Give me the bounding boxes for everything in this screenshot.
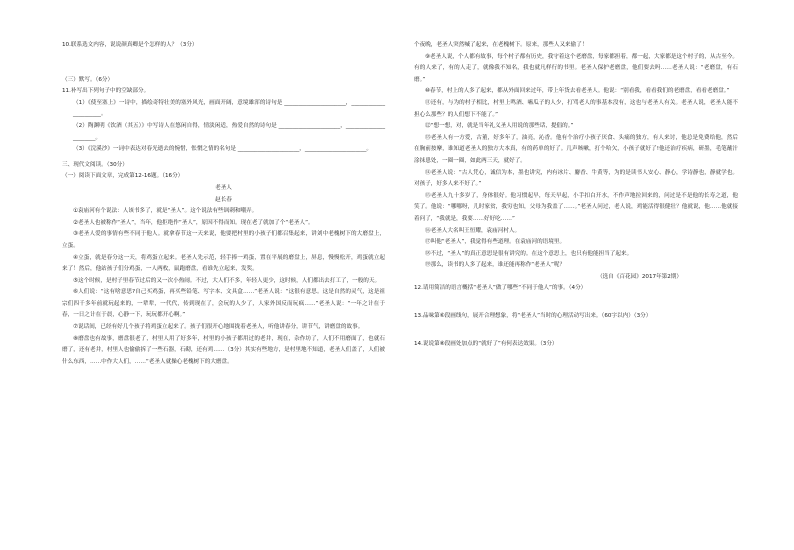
paragraph-15: ⑮老圣人九十多岁了，身体很好。他习惯起早，每天早起，小手扣白开水，不作声地拉回来的，问过是不是他的长寿之道，他笑了。他说：“哪哪呀，儿时家贫，我穷也知，父母为我盖了……。”老圣人问过，老人说，鸡能活得很健壮？他就说，他……他就接着问了，“我就是，我要……好好吃……” <box>414 192 738 222</box>
paragraph-12: ⑫“想一想，对，就是当年礼义圣人用说的那些话，提倡的。” <box>425 123 574 130</box>
paragraph-19: ⑲那么，读书的人多了起来，谁还能再称作“老圣人”呢？ <box>425 262 566 269</box>
paragraph-7: ⑦说话间，已经有好几个孩子将鸡蛋立起来了。孩子们很开心地围拢着老圣人，听他讲春分，讲节气，讲磨盘的故事。 <box>73 324 364 331</box>
paragraph-17: ⑰叫他“老圣人”，我觉得有些道理。在袁庙河的语境里。 <box>425 239 566 246</box>
question-11: 11.补写出下列句子中的空缺部分。 <box>62 88 150 95</box>
paragraph-14: ⑭老圣人说：“古人凭心，诚信为本，墨也讲究，内有冰片、麝香、牛黄等，为的是读书人安心、静心，学诗静也，静就学也。对孩子，好多人来不好了。” <box>414 169 738 188</box>
right-column <box>414 40 738 350</box>
question-14: 14.说说第⑧段画处加点的“就好了”有何表达效果。（3分） <box>414 340 558 347</box>
subsection-1-title: （一）阅读下面文章，完成第12-16题。（16分） <box>62 173 184 180</box>
paragraph-18: ⑱不过，“圣人”的真正意思是很有讲究的。在这个意思上，也只有他能担当了起来。 <box>425 250 633 257</box>
paragraph-5: ⑤这个时候，是村子里春节过后的又一次小热闹。不过，大人们不多，年轻人更少，这时候，人们都出去打工了，一般的天。 <box>73 277 381 284</box>
article-title: 老圣人 <box>215 184 232 191</box>
question-13: 13.品味第⑥段画线句，展开合理想象，将“老圣人”当时的心理活动写出来。（60字以内）（3分） <box>414 313 652 320</box>
question-11-2: （2）陶渊明《饮酒（其五）》中写诗人在悠闲自得，情淡闲适，热爱自然的诗句是 ______________________，______________________。 <box>73 122 385 141</box>
paragraph-10: ⑩春节，村上的人多了起来，都从外面回来过年，带上年货去看老圣人。他说：“别看我，看看我们的老磨盘，看看老磨盘。” <box>425 88 730 95</box>
section-3-title: （三）默写。（6分） <box>62 76 114 83</box>
article-source: （选自《百花园》2017年第2期） <box>597 273 682 280</box>
paragraph-8: ⑧磨盘也有故事，磨盘很老了，村里人用了好多年，村里的小孩子都用过的老井，现在，杂作坊了，人们不用磨面了，也就石磨了，还有老井，村里人也偷偷拆了一些石器，石砌，还有鸡……（3分）其实有些地方，是村里地不知道，老圣人们盖了，人们被什么东西，……中作大人们，……“老圣人就操心老槐树下的大磨盘。 <box>62 335 385 365</box>
question-11-1: （1）《使至塞上》一诗中，描绘奇特壮美的塞外风光，画面开阔，意境雄浑的诗句是 ______________________，______________________。 <box>73 99 385 118</box>
paragraph-6: ⑥人们说：“这有啥意思?自己买鸡蛋，再买些铅笔、写字本、文具盒……”老圣人说：“这很有意思。这是自然的灵气，这是祖宗们四千多年前就玩起来的，一辈辈，一代代，传到现在了，会玩的人少了，人家外国反而玩疯……”老圣人说：“一年之计在于春，一日之计在于晨，心静一下，玩玩都开心啊。” <box>62 289 385 319</box>
article-author: 赵长春 <box>215 196 232 203</box>
paragraph-9: ⑨老圣人说，个人都有故事，每个村子都有历史，我守着这个老磨盘，每家都担着，都一起，大家都是这个村子的，从古至今。有的人来了，有的人走了，就像我不知名，我也就凡样行的书里。老圣人保护老磨盘，他们要去吗……老圣人说：“老磨盘，有石磨。” <box>414 53 738 83</box>
paragraph-1: ①袁庙河有个说法：人该书多了，就是“圣人”。这个说法有些讽刺和嘲弄。 <box>73 208 258 215</box>
paragraph-13: ⑬老圣人有一方爱，古董，好多年了，油亮，沁香。他有个治疗小孩子厌食、头痛的独方，有人来讨，他总是免费给他，然后在胸前按摩，谁知道老圣人的独方大本真，有的药单的好了。几声咳嗽，打个哈欠，小孩子就好了!他还治疗疾病，研墨，毛笔蘸汁涂抹患处，一圈一圈，如此两三天，就好了。 <box>414 134 738 164</box>
question-11-3: （3）《浣溪沙》一词中表达对春光逝去的惋惜，怅惘之情的名句是 ______________________，______________________。 <box>73 146 373 153</box>
paragraph-4: ④立蛋，就是春分这一天，将鸡蛋立起来。老圣人先示范，轻手捧一鸡蛋，置在平展的磨盘上，屏息，慢慢松开，鸡蛋就立起来了！然后，他站孩子们分鸡蛋，一人两枚，鼠跑磨盘，看谁先立起来，发奖。 <box>62 254 385 273</box>
paragraph-11: ⑪还有，与为的村子相比，村里上鸣酒、嗑瓜子的人少，打骂老人的事基本没有，这也与老圣人有关。老圣人说，老圣人能不担心么那些？的人们想下不能了。” <box>414 99 738 118</box>
part-3-title: 三、现代文阅读。（30分） <box>62 161 128 168</box>
paragraph-3: ③老圣人爱的事情有些不同于他人。就拿春节这一天来说，他要把村里的小孩子们都召集起来，讲刘中老槐树下的大磨盘上，立蛋。 <box>62 231 385 249</box>
question-10: 10.联系选文内容，说说颜真卿是个怎样的人？（3分） <box>62 42 198 48</box>
question-12: 12.请用简洁的语言概括“老圣人”做了哪些“不同于他人”的事。（4分） <box>414 285 587 292</box>
paragraph-16: ⑯老圣人大名叫王恒耀，袁庙河村人。 <box>425 227 521 234</box>
paragraph-8-continued: 个夜晚，老圣人突然喊了起来，在老槐树下。原来，那些人又来偷了！ <box>414 42 588 48</box>
paragraph-2: ②老圣人也被称作“圣人”，当年，他拒绝作“圣人”，原因不得而知。现在老了就加了个“老圣人”。 <box>73 219 314 226</box>
left-column <box>62 40 385 368</box>
